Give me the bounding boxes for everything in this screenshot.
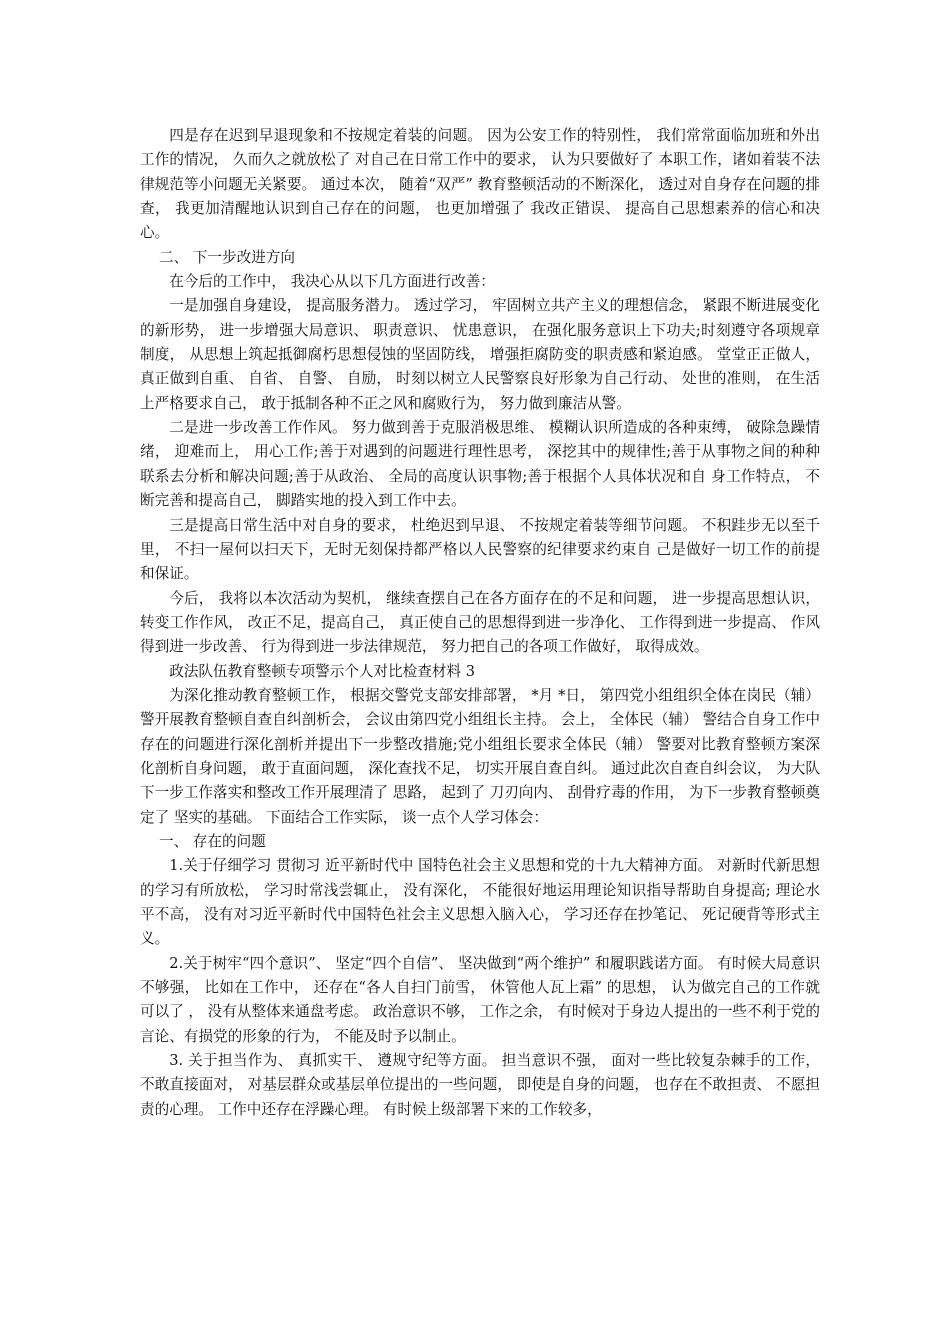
paragraph-meeting-summary: 为深化推动教育整顿工作， 根据交警党支部安排部署， *月 *日， 第四党小组组织全体在岗民（辅） 警开展教育整顿自查自纠剖析会， 会议由第四党小组组长主持。 会上， 全体民（辅） 警结合自身工作中存在的问题进行深化剖析并提出下一步整改措施;党小组组长要求全体民（辅） 警要对比教育整顿方案深化剖析自身问题， 敢于直面问题， 深化查找不足， 切实开展自查自纠。 通过此次自查自纠会议， 为大队下一步工作落实和整改工作开展理清了 思路， 起到了 刀刃向内、 刮骨疗毒的作用， 为下一步教育整顿奠定了 坚实的基础。 下面结合工作实际， 谈一点个人学习体会： (140, 686, 820, 826)
material-title-3: 政法队伍教育整顿专项警示个人对比检查材料 3 (169, 662, 475, 680)
paragraph-problem-study: 1.关于仔细学习 贯彻习 近平新时代中 国特色社会主义思想和党的十九大精神方面。 对新时代新思想的学习有所放松， 学习时常浅尝辄止， 没有深化， 不能很好地运用理论知识指导帮助自身提高; 理论水平不高， 没有对习近平新时代中国特色社会主义思想入脑入心， 学习还存在抄笔记、 死记硬背等形式主义。 (140, 857, 820, 948)
section-heading-improvement: 二、 下一步改进方向 (158, 248, 295, 266)
section-heading-problems: 一、 存在的问题 (158, 832, 266, 850)
paragraph-problem-responsibility: 3. 关于担当作为、 真抓实干、 遵规守纪等方面。 担当意识不强， 面对一些比较复杂棘手的工作， 不敢直接面对， 对基层群众或基层单位提出的一些问题， 即使是自身的问题， 也存在不敢担责、 不愿担责的心理。 工作中还存在浮躁心理。 有时候上级部署下来的工作较多， (140, 1052, 820, 1118)
paragraph-improvement-two: 二是进一步改善工作作风。 努力做到善于克服消极思维、 模糊认识所造成的各种束缚， 破除急躁情绪， 迎难而上， 用心工作;善于对遇到的问题进行理性思考， 深挖其中的规律性;善于从事物之间的种种联系去分析和解决问题;善于从政治、 全局的高度认识事物;善于根据个人具体状况和自 身工作特点， 不断完善和提高自己， 脚踏实地的投入到工作中去。 (140, 419, 820, 510)
paragraph-conclusion: 今后， 我将以本次活动为契机， 继续查摆自己在各方面存在的不足和问题， 进一步提高思想认识， 转变工作作风， 改正不足，提高自己， 真正使自己的思想得到进一步净化、 工作得到进一步提高、 作风得到进一步改善、 行为得到进一步法律规范， 努力把自己的各项工作做好， 取得成效。 (140, 589, 820, 656)
document-body (140, 124, 820, 1122)
paragraph-intro-improvement: 在今后的工作中， 我决心从以下几方面进行改善： (169, 273, 495, 291)
paragraph-improvement-one: 一是加强自身建设， 提高服务潜力。 透过学习， 牢固树立共产主义的理想信念， 紧跟不断进展变化的新形势， 进一步增强大局意识、 职责意识、 忧患意识， 在强化服务意识上下功夫;时刻遵守各项规章制度， 从思想上筑起抵御腐朽思想侵蚀的坚固防线， 增强拒腐防变的职责感和紧迫感。 堂堂正正做人， 真正做到自重、 自省、 自警、 自励， 时刻以树立人民警察良好形象为自己行动、 处世的准则， 在生活上严格要求自己， 敢于抵制各种不正之风和腐败行为， 努力做到廉洁从警。 (140, 297, 820, 412)
paragraph-improvement-three: 三是提高日常生活中对自身的要求， 杜绝迟到早退、 不按规定着装等细节问题。 不积跬步无以至千里， 不扫一屋何以扫天下，无时无刻保持都严格以人民警察的纪律要求约束自 己是做好一切工作的前提和保证。 (140, 516, 820, 583)
paragraph-problem-four: 四是存在迟到早退现象和不按规定着装的问题。 因为公安工作的特别性， 我们常常面临加班和外出工作的情况， 久而久之就放松了 对自己在日常工作中的要求， 认为只要做好了 本职工作，诸如着装不法律规范等小问题无关紧要。 通过本次， 随着“双严” 教育整顿活动的不断深化， 透过对自身存在问题的排查， 我更加清醒地认识到自己存在的问题， 也更加增强了 我改正错误、 提高自己思想素养的信心和决心。 (140, 127, 820, 242)
paragraph-problem-awareness: 2.关于树牢“四个意识”、 坚定“四个自信”、 坚决做到“两个维护” 和履职践诺方面。 有时候大局意识不够强， 比如在工作中， 还存在“各人自扫门前雪， 休管他人瓦上霜” 的思想， 认为做完自己的工作就可以了 ， 没有从整体来通盘考虑。 政治意识不够， 工作之余， 有时候对于身边人提出的一些不利于党的言论、有损党的形象的行为， 不能及时予以制止。 (140, 954, 820, 1045)
